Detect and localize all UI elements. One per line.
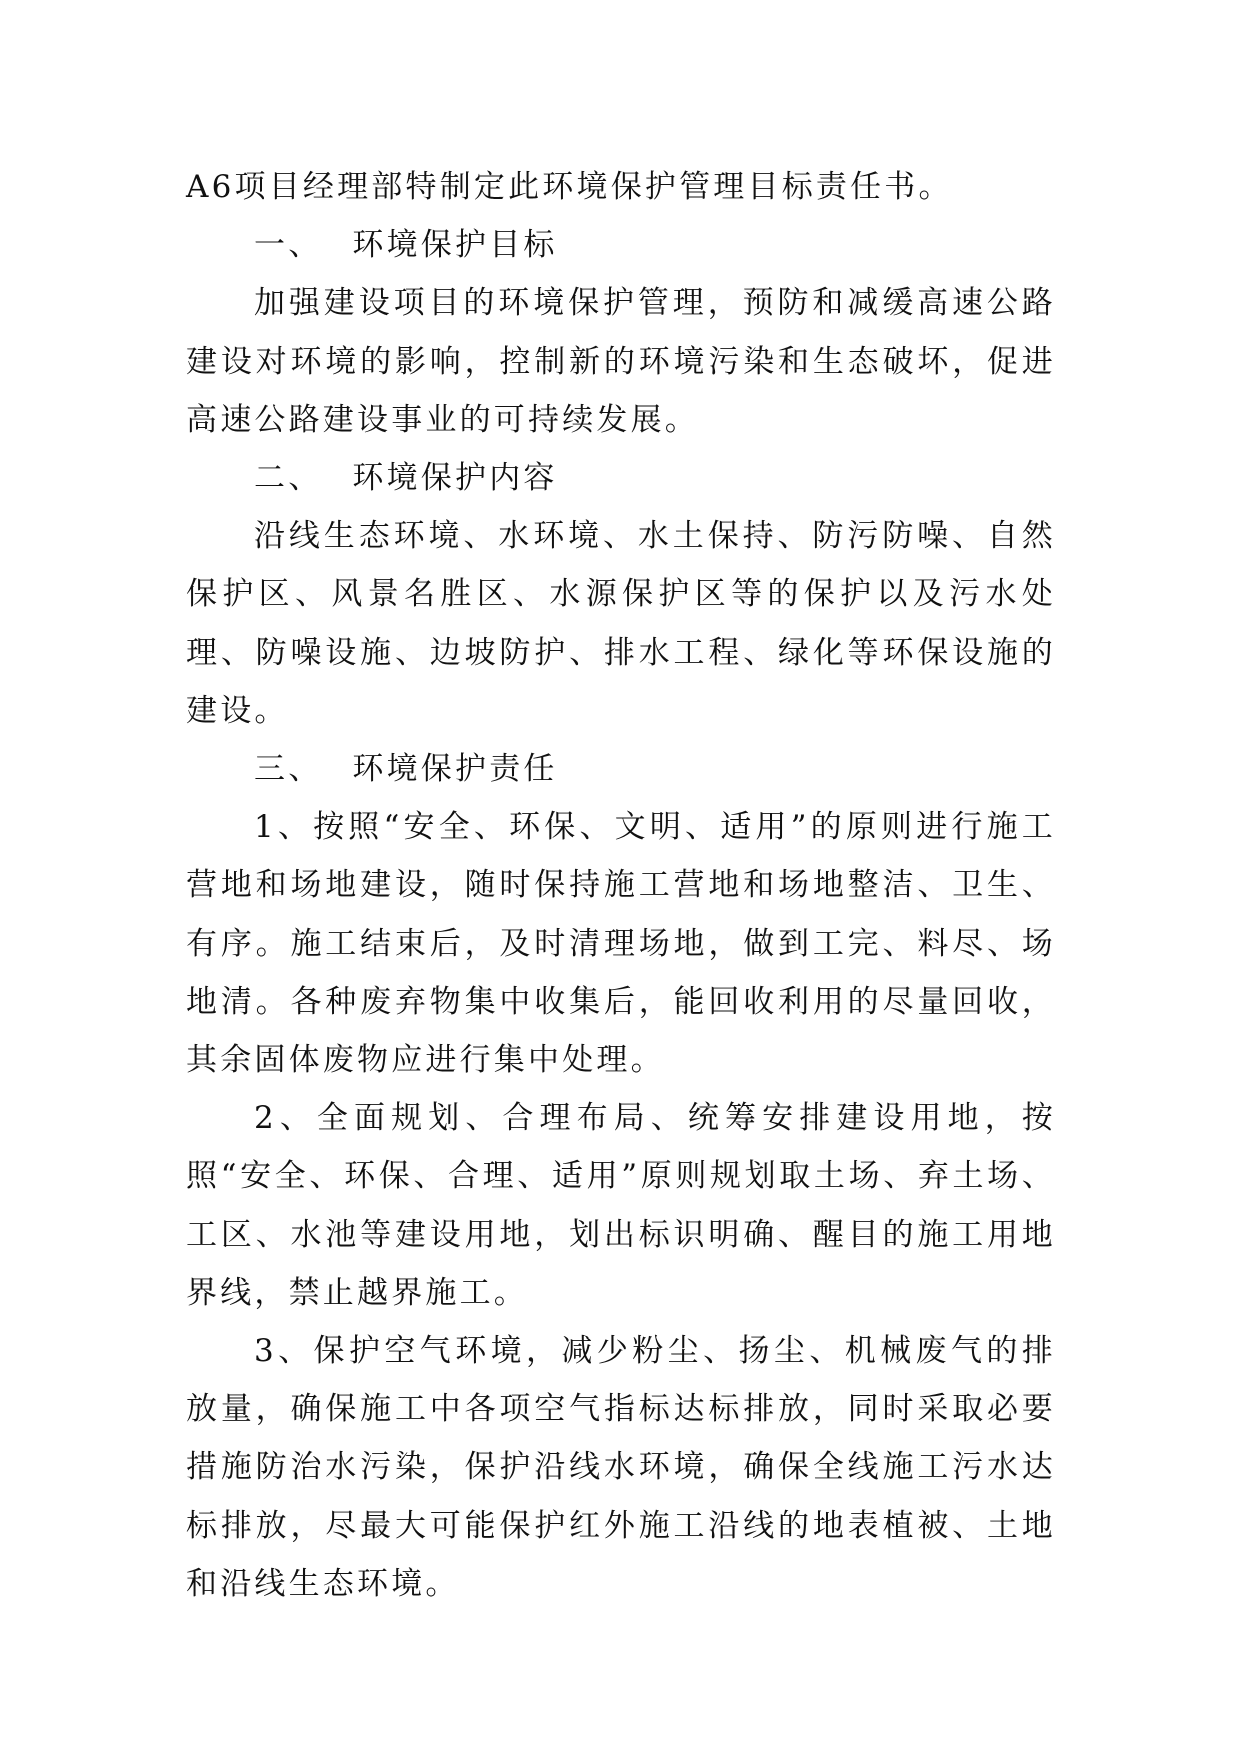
section-title: 环境保护内容 [352, 460, 558, 497]
section-title: 环境保护责任 [352, 751, 558, 788]
intro-paragraph: A6项目经理部特制定此环境保护管理目标责任书。 [186, 169, 953, 205]
paragraph-responsibility-2: 2、全面规划、合理布局、统筹安排建设用地，按照“安全、环保、合理、适用”原则规划取土场、弃土场、工区、水池等建设用地，划出标识明确、醒目的施工用地界线，禁止越界施工。 [186, 1100, 1056, 1311]
document-body [186, 158, 1056, 1613]
section-heading-goal [186, 216, 1056, 274]
paragraph-content: 沿线生态环境、水环境、水土保持、防污防噪、自然保护区、风景名胜区、水源保护区等的保护以及污水处理、防噪设施、边坡防护、排水工程、绿化等环保设施的建设。 [186, 518, 1056, 729]
paragraph-responsibility-3: 3、保护空气环境，减少粉尘、扬尘、机械废气的排放量，确保施工中各项空气指标达标排放，同时采取必要措施防治水污染，保护沿线水环境，确保全线施工污水达标排放，尽最大可能保护红外施工沿线的地表植被、土地和沿线生态环境。 [186, 1333, 1056, 1602]
section-number: 一、 [254, 227, 323, 264]
section-number: 二、 [254, 460, 323, 497]
section-heading-content [186, 449, 1056, 507]
section-heading-responsibility [186, 740, 1056, 798]
paragraph-responsibility-1: 1、按照“安全、环保、文明、适用”的原则进行施工营地和场地建设，随时保持施工营地和场地整洁、卫生、有序。施工结束后，及时清理场地，做到工完、料尽、场地清。各种废弃物集中收集后，能回收利用的尽量回收，其余固体废物应进行集中处理。 [186, 809, 1056, 1079]
section-number: 三、 [254, 751, 323, 788]
section-title: 环境保护目标 [352, 227, 558, 264]
paragraph-goal: 加强建设项目的环境保护管理，预防和减缓高速公路建设对环境的影响，控制新的环境污染和生态破坏，促进高速公路建设事业的可持续发展。 [186, 285, 1056, 438]
